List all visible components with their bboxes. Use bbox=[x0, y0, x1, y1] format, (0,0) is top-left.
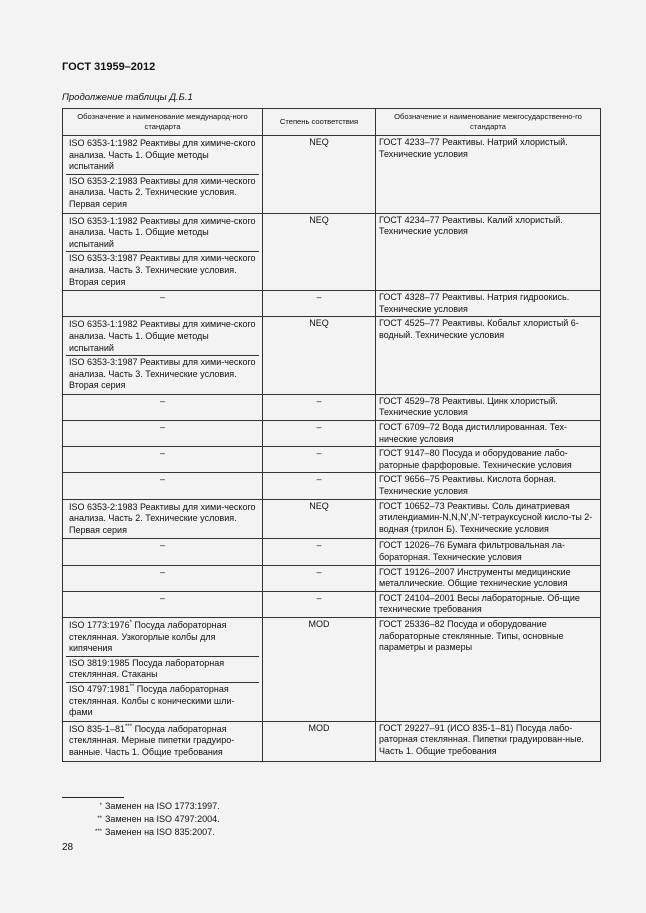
international-standard-entry: ISO 6353-1:1982 Реактивы для химиче-ского анализа. Часть 1. Общие методы испытаний bbox=[69, 138, 256, 172]
cell-interstate-standard: ГОСТ 10652–73 Реактивы. Соль динатриевая этилендиамин-N,N,N',N'-тетрауксусной кисло-ты 2-водная (трилон Б). Технические условия bbox=[376, 499, 601, 539]
international-standard-entry: ISO 6353-2:1983 Реактивы для хими-ческого анализа. Часть 2. Технические условия. Первая серия bbox=[66, 174, 259, 212]
cell-degree-of-conformity: MOD bbox=[263, 617, 376, 721]
footnotes bbox=[88, 800, 220, 839]
standard-title: Посуда лабораторная стеклянная. Стаканы bbox=[69, 657, 225, 680]
cell-international-standard: – bbox=[63, 394, 263, 420]
cell-degree-of-conformity: – bbox=[263, 565, 376, 591]
cell-interstate-standard: ГОСТ 29227–91 (ИСО 835-1–81) Посуда лабо-раторная стеклянная. Пипетки градуирован-ные. Часть 1. Общие требования bbox=[376, 721, 601, 761]
page-number: 28 bbox=[62, 842, 74, 853]
cell-international-standard: – bbox=[63, 473, 263, 499]
international-standard-entry bbox=[66, 656, 259, 682]
cell-international-standard: – bbox=[63, 539, 263, 565]
cell-interstate-standard: ГОСТ 9656–75 Реактивы. Кислота борная. Технические условия bbox=[376, 473, 601, 499]
cell-interstate-standard: ГОСТ 4234–77 Реактивы. Калий хлористый. Технические условия bbox=[376, 213, 601, 291]
standard-code: ISO 4797:1981 bbox=[69, 683, 130, 694]
cell-degree-of-conformity: – bbox=[263, 421, 376, 447]
table-row bbox=[63, 447, 601, 473]
cell-international-standard bbox=[63, 499, 263, 539]
table-row bbox=[63, 213, 601, 291]
cell-interstate-standard: ГОСТ 4233–77 Реактивы. Натрий хлористый. Технические условия bbox=[376, 136, 601, 214]
standard-code: ISO 1773:1976 bbox=[69, 619, 130, 630]
cell-international-standard: – bbox=[63, 565, 263, 591]
table-row bbox=[63, 421, 601, 447]
cell-interstate-standard: ГОСТ 12026–76 Бумага фильтровальная ла-бораторная. Технические условия bbox=[376, 539, 601, 565]
table-row bbox=[63, 617, 601, 721]
international-standard-entry: ISO 6353-3:1987 Реактивы для хими-ческого анализа. Часть 3. Технические условия. Вторая серия bbox=[66, 355, 259, 393]
footnote: ** Заменен на ISO 4797:2004. bbox=[97, 814, 220, 824]
table-row bbox=[63, 136, 601, 214]
standard-code: ISO 3819:1985 bbox=[69, 657, 130, 668]
international-standard-entry bbox=[66, 619, 259, 656]
header-international-standard: Обозначение и наименование международ-ного стандарта bbox=[63, 109, 263, 136]
cell-interstate-standard: ГОСТ 4525–77 Реактивы. Кобальт хлористый 6-водный. Технические условия bbox=[376, 317, 601, 395]
footnote: * Заменен на ISO 1773:1997. bbox=[99, 801, 220, 811]
cell-international-standard: – bbox=[63, 421, 263, 447]
standard-title: Посуда лабораторная стеклянная. Колбы с коническими шли-фами bbox=[69, 683, 235, 718]
table-row bbox=[63, 291, 601, 317]
cell-interstate-standard: ГОСТ 4328–77 Реактивы. Натрия гидроокись. Технические условия bbox=[376, 291, 601, 317]
cell-degree-of-conformity: – bbox=[263, 291, 376, 317]
international-standard-entry: ISO 6353-1:1982 Реактивы для химиче-ского анализа. Часть 1. Общие методы испытаний bbox=[69, 215, 256, 249]
cell-international-standard: – bbox=[63, 447, 263, 473]
cell-interstate-standard: ГОСТ 4529–78 Реактивы. Цинк хлористый. Технические условия bbox=[376, 394, 601, 420]
table-row bbox=[63, 473, 601, 499]
international-standard-entry: ISO 6353-3:1987 Реактивы для хими-ческого анализа. Часть 3. Технические условия. Вторая серия bbox=[66, 251, 259, 289]
table-caption: Продолжение таблицы Д.Б.1 bbox=[62, 92, 193, 103]
footnote-mark: ** bbox=[129, 683, 135, 690]
footnote-mark: * bbox=[129, 619, 132, 626]
international-standard-entry bbox=[66, 723, 259, 760]
cell-degree-of-conformity: MOD bbox=[263, 721, 376, 761]
standards-table bbox=[62, 108, 601, 762]
table-row bbox=[63, 539, 601, 565]
header-interstate-standard: Обозначение и наименование межгосударственно-го стандарта bbox=[376, 109, 601, 136]
international-standard-entry: ISO 6353-1:1982 Реактивы для химиче-ского анализа. Часть 1. Общие методы испытаний bbox=[69, 319, 256, 353]
cell-degree-of-conformity: NEQ bbox=[263, 499, 376, 539]
table-row bbox=[63, 499, 601, 539]
footnote-mark: *** bbox=[125, 723, 133, 730]
cell-degree-of-conformity: – bbox=[263, 394, 376, 420]
cell-degree-of-conformity: – bbox=[263, 591, 376, 617]
footnote: *** Заменен на ISO 835:2007. bbox=[94, 827, 215, 837]
cell-degree-of-conformity: NEQ bbox=[263, 136, 376, 214]
table-row bbox=[63, 317, 601, 395]
cell-international-standard: – bbox=[63, 591, 263, 617]
cell-international-standard bbox=[63, 136, 263, 214]
cell-international-standard bbox=[63, 317, 263, 395]
international-standard-entry bbox=[66, 682, 259, 720]
international-standard-entry: ISO 6353-2:1983 Реактивы для хими-ческого анализа. Часть 2. Технические условия. Первая серия bbox=[69, 501, 256, 535]
cell-degree-of-conformity: – bbox=[263, 447, 376, 473]
cell-interstate-standard: ГОСТ 9147–80 Посуда и оборудование лабо-раторные фарфоровые. Технические условия bbox=[376, 447, 601, 473]
cell-degree-of-conformity: NEQ bbox=[263, 317, 376, 395]
cell-interstate-standard: ГОСТ 6709–72 Вода дистиллированная. Тех-нические условия bbox=[376, 421, 601, 447]
standard-title: Посуда лабораторная стеклянная. Мерные пипетки градуиро-ванные. Часть 1. Общие требования bbox=[69, 723, 235, 757]
footnote-divider bbox=[62, 797, 124, 798]
document-title: ГОСТ 31959–2012 bbox=[62, 61, 156, 73]
cell-international-standard bbox=[63, 213, 263, 291]
header-degree-of-conformity: Степень соответствия bbox=[263, 109, 376, 136]
cell-international-standard bbox=[63, 721, 263, 761]
table-header-row bbox=[63, 109, 601, 136]
table-row bbox=[63, 721, 601, 761]
cell-degree-of-conformity: – bbox=[263, 473, 376, 499]
cell-interstate-standard: ГОСТ 19126–2007 Инструменты медицинские металлические. Общие технические условия bbox=[376, 565, 601, 591]
cell-international-standard bbox=[63, 617, 263, 721]
cell-degree-of-conformity: – bbox=[263, 539, 376, 565]
table-row bbox=[63, 565, 601, 591]
table-row bbox=[63, 591, 601, 617]
cell-interstate-standard: ГОСТ 24104–2001 Весы лабораторные. Об-щие технические требования bbox=[376, 591, 601, 617]
standard-title: Посуда лабораторная стеклянная. Узкогорлые колбы для кипячения bbox=[69, 619, 227, 654]
cell-degree-of-conformity: NEQ bbox=[263, 213, 376, 291]
table-row bbox=[63, 394, 601, 420]
cell-interstate-standard: ГОСТ 25336–82 Посуда и оборудование лабораторные стеклянные. Типы, основные параметры и размеры bbox=[376, 617, 601, 721]
standard-code: ISO 835-1–81 bbox=[69, 723, 126, 734]
cell-international-standard: – bbox=[63, 291, 263, 317]
